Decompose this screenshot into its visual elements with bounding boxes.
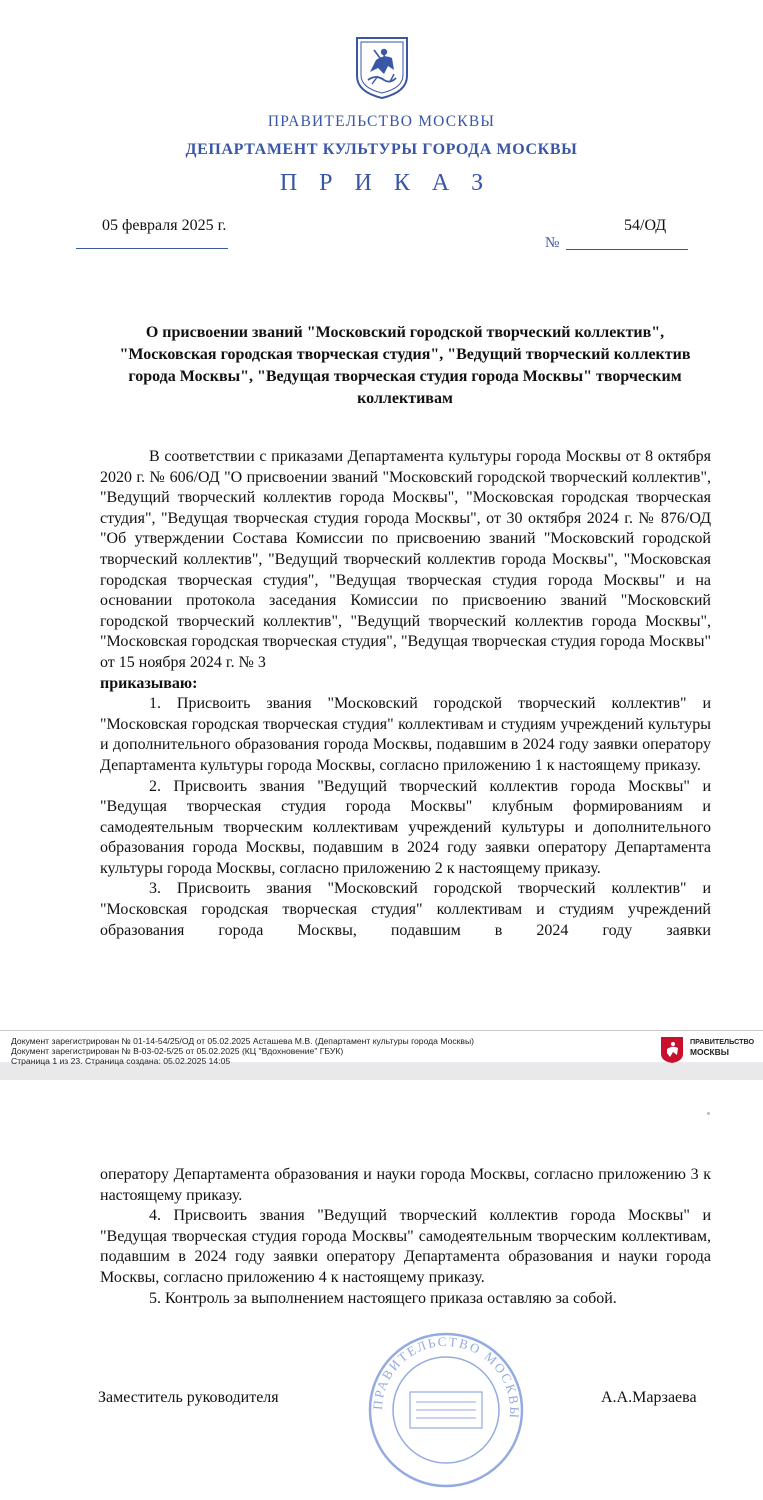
registration-line-1: Документ зарегистрирован № 01-14-54/25/ОД от 05.02.2025 Асташева М.В. (Департамент культуры города Москвы): [11, 1036, 475, 1046]
document-heading: О присвоении званий "Московский городской творческий коллектив", "Московская городская творческая студия", "Ведущий творческий коллектив города Москвы", "Ведущая творческая студия города Москвы" творческим коллективам: [119, 324, 691, 407]
official-seal-stamp: [366, 1330, 526, 1490]
item-1: 1. Присвоить звания "Московский городской творческий коллектив" и "Московская городская творческая студия" коллективам и студиям учреждений культуры и дополнительного образования города Москвы, подавшим в 2024 году заявки оператору Департамента культуры города Москвы, согласно приложению 1 к настоящему приказу.: [100, 695, 711, 774]
order-number: 54/ОД: [624, 217, 667, 234]
logo-line-1: ПРАВИТЕЛЬСТВО: [690, 1037, 755, 1046]
item-4: 4. Присвоить звания "Ведущий творческий коллектив города Москвы" и "Ведущая творческая студия города Москвы" самодеятельным творческим коллективам, подавшим в 2024 году заявки оператору Департамента образования и науки города Москвы, согласно приложению 4 к настоящему приказу.: [100, 1207, 711, 1286]
document-body-page-2: [100, 1165, 711, 1309]
item-3-start: 3. Присвоить звания "Московский городской творческий коллектив" и "Московская городская творческая студия" коллективам и студиям учреждений образования города Москвы, подавшим в 2024 году заявки: [100, 880, 711, 939]
moscow-government-logo-text: [690, 1037, 754, 1057]
document-body-page-1: [100, 447, 711, 941]
signer-name: А.А.Марзаева: [601, 1389, 697, 1406]
department-name: ДЕПАРТАМЕНТ КУЛЬТУРЫ ГОРОДА МОСКВЫ: [185, 141, 578, 158]
registration-stamp: [11, 1036, 651, 1067]
government-name: ПРАВИТЕЛЬСТВО МОСКВЫ: [267, 113, 496, 130]
stamp-ring-text: ПРАВИТЕЛЬСТВО МОСКВЫ: [369, 1333, 523, 1421]
registration-line-2: Документ зарегистрирован № В-03-02-5/25 от 05.02.2025 (КЦ "Вдохновение" ГБУК): [11, 1046, 344, 1057]
page-info-line: Страница 1 из 23. Страница создана: 05.02.2025 14:05: [11, 1056, 231, 1067]
decree-word: приказываю:: [100, 674, 198, 692]
item-2: 2. Присвоить звания "Ведущий творческий коллектив города Москвы" и "Ведущая творческая студия города Москвы" клубным формированиям и самодеятельным творческим коллективам учреждений культуры и дополнительного образования города Москвы, подавшим в 2024 году заявки оператору Департамента культуры города Москвы, согласно приложению 2 к настоящему приказу.: [100, 777, 711, 877]
document-type: П Р И К А З: [279, 170, 492, 196]
number-underline: [566, 249, 688, 250]
item-3-end: оператору Департамента образования и науки города Москвы, согласно приложению 3 к настоящему приказу.: [100, 1166, 711, 1204]
moscow-coat-of-arms-icon: [354, 36, 410, 100]
date-underline: [76, 248, 228, 249]
item-5: 5. Контроль за выполнением настоящего приказа оставляю за собой.: [149, 1289, 617, 1307]
preamble: В соответствии с приказами Департамента культуры города Москвы от 8 октября 2020 г. № 606/ОД "О присвоении званий "Московский городской творческий коллектив", "Ведущий творческий коллектив города Москвы", "Московская городская творческая студия", "Ведущая творческая студия города Москвы", от 30 октября 2024 г. № 876/ОД "Об утверждении Состава Комиссии по присвоению званий "Московский городской творческий коллектив", "Ведущий творческий коллектив города Москвы", "Московская городская творческая студия", "Ведущая творческая студия города Москвы" и на основании протокола заседания Комиссии по присвоению званий "Московский городской творческий коллектив", "Ведущий творческий коллектив города Москвы", "Московская городская творческая студия", "Ведущая творческая студия города Москвы" от 15 ноября 2024 г. № 3: [100, 448, 711, 671]
footer-separator: [0, 1030, 763, 1031]
logo-line-2: МОСКВЫ: [690, 1047, 729, 1057]
number-sign: №: [545, 235, 560, 251]
moscow-government-logo-icon: [660, 1036, 684, 1064]
order-date: 05 февраля 2025 г.: [102, 217, 227, 234]
signer-position: Заместитель руководителя: [98, 1389, 279, 1406]
scan-speck: [707, 1112, 710, 1115]
